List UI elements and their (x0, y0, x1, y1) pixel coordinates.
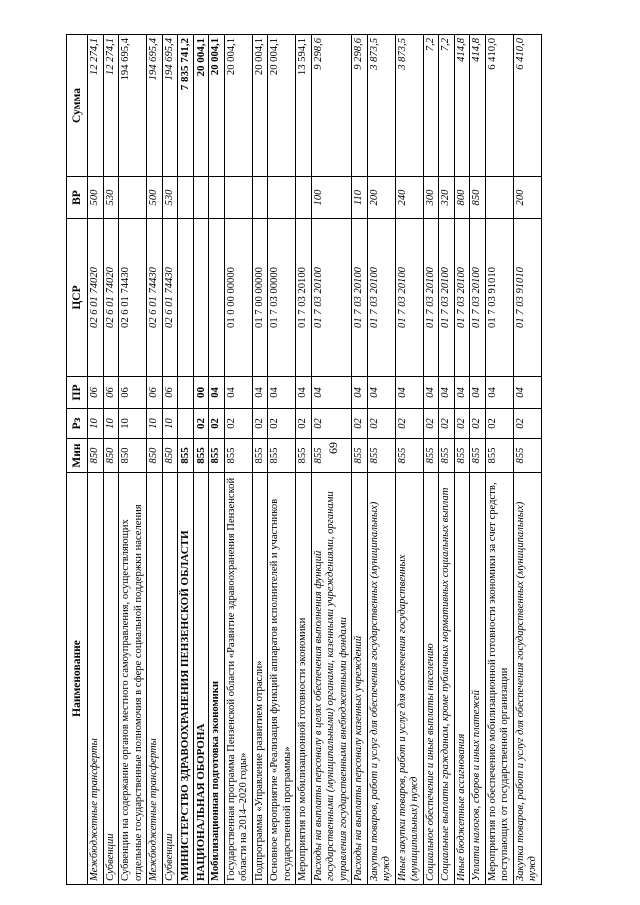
header-min: Мин (67, 439, 88, 473)
cell-csr: 01 7 03 00000 (268, 219, 296, 377)
cell-csr: 02 6 01 74430 (162, 219, 178, 377)
cell-sum: 7,2 (423, 35, 439, 177)
cell-sum: 7 835 741,2 (178, 35, 194, 177)
table-header-row (67, 35, 88, 885)
header-csr: ЦСР (67, 219, 88, 377)
cell-name: Закупка товаров, работ и услуг для обеспечения государственных (муниципальных) нужд (513, 473, 541, 885)
cell-pr: 04 (352, 377, 368, 409)
cell-pr: 04 (296, 377, 312, 409)
cell-rz: 02 (367, 409, 395, 439)
cell-pr (178, 377, 194, 409)
cell-csr: 01 7 00 00000 (252, 219, 268, 377)
cell-vr: 530 (103, 177, 119, 219)
cell-pr: 04 (395, 377, 423, 409)
cell-name: Межбюджетные трансферты (147, 473, 163, 885)
cell-rz: 02 (224, 409, 252, 439)
cell-name: Мобилизационная подготовка экономики (209, 473, 225, 885)
cell-pr: 06 (88, 377, 104, 409)
cell-rz: 02 (311, 409, 352, 439)
cell-pr: 04 (423, 377, 439, 409)
cell-min: 850 (103, 439, 119, 473)
cell-min: 855 (439, 439, 455, 473)
cell-csr: 01 7 03 91010 (485, 219, 513, 377)
table-row (485, 35, 513, 885)
cell-name: Закупка товаров, работ и услуг для обеспечения государственных (муниципальных) нужд (367, 473, 395, 885)
header-sum: Сумма (67, 35, 88, 177)
cell-csr: 01 7 03 20100 (439, 219, 455, 377)
cell-name: Субвенции на содержание органов местного самоуправления, осуществляющих отдельные государственные полномочия в сфере социальной поддержки населения (119, 473, 147, 885)
table-row (224, 35, 252, 885)
cell-rz: 02 (513, 409, 541, 439)
cell-min: 855 (423, 439, 439, 473)
cell-name: Субвенции (162, 473, 178, 885)
cell-csr: 01 7 03 20100 (470, 219, 486, 377)
cell-sum: 7,2 (439, 35, 455, 177)
cell-rz: 02 (470, 409, 486, 439)
cell-pr: 04 (454, 377, 470, 409)
cell-name: Основное мероприятие «Реализация функций аппаратов исполнителей и участников государственной программы» (268, 473, 296, 885)
cell-csr: 01 7 03 20100 (352, 219, 368, 377)
cell-csr: 02 6 01 74020 (88, 219, 104, 377)
cell-min: 855 (193, 439, 209, 473)
table-row (162, 35, 178, 885)
page-number: 69 (326, 442, 340, 454)
cell-pr: 04 (485, 377, 513, 409)
table-row (178, 35, 194, 885)
cell-vr (268, 177, 296, 219)
cell-sum: 12 274,1 (88, 35, 104, 177)
cell-rz: 10 (103, 409, 119, 439)
table-row (423, 35, 439, 885)
cell-sum: 414,8 (454, 35, 470, 177)
cell-min: 855 (485, 439, 513, 473)
cell-pr: 04 (367, 377, 395, 409)
cell-vr (224, 177, 252, 219)
cell-min: 855 (395, 439, 423, 473)
cell-rz: 02 (209, 409, 225, 439)
cell-csr: 01 0 00 00000 (224, 219, 252, 377)
cell-vr: 110 (352, 177, 368, 219)
cell-vr: 800 (454, 177, 470, 219)
cell-rz: 10 (88, 409, 104, 439)
cell-csr: 02 6 01 74430 (147, 219, 163, 377)
table-row (209, 35, 225, 885)
cell-csr (178, 219, 194, 377)
header-name: Наименование (67, 473, 88, 885)
cell-name: Расходы на выплаты персоналу в целях обеспечения выполнения функций государственными (муниципальными) органами, казенными учреждениями, органами управления государственными внебюджетными фондами (311, 473, 352, 885)
cell-name: Межбюджетные трансферты (88, 473, 104, 885)
cell-sum: 9 298,6 (352, 35, 368, 177)
cell-min: 855 (224, 439, 252, 473)
cell-sum: 194 695,4 (119, 35, 147, 177)
cell-vr (296, 177, 312, 219)
table-row (311, 35, 352, 885)
cell-sum: 6 410,0 (513, 35, 541, 177)
cell-min: 850 (147, 439, 163, 473)
table-row (395, 35, 423, 885)
cell-min: 855 (252, 439, 268, 473)
cell-pr: 04 (224, 377, 252, 409)
budget-table (66, 34, 542, 885)
cell-csr: 02 6 01 74020 (103, 219, 119, 377)
cell-sum: 12 274,1 (103, 35, 119, 177)
cell-rz: 02 (268, 409, 296, 439)
cell-vr: 240 (395, 177, 423, 219)
cell-csr: 01 7 03 91010 (513, 219, 541, 377)
cell-pr: 04 (252, 377, 268, 409)
cell-name: Социальные выплаты гражданам, кроме публичных нормативных социальных выплат (439, 473, 455, 885)
header-pr: ПР (67, 377, 88, 409)
cell-rz: 02 (439, 409, 455, 439)
cell-sum: 194 695,4 (147, 35, 163, 177)
cell-pr: 04 (470, 377, 486, 409)
cell-rz: 02 (352, 409, 368, 439)
cell-vr (485, 177, 513, 219)
cell-pr: 04 (268, 377, 296, 409)
table-row (268, 35, 296, 885)
cell-vr (193, 177, 209, 219)
cell-name: Мероприятия по мобилизационной готовности экономики (296, 473, 312, 885)
cell-csr: 01 7 03 20100 (395, 219, 423, 377)
cell-csr: 01 7 03 20100 (296, 219, 312, 377)
cell-sum: 20 004,1 (268, 35, 296, 177)
cell-sum: 13 594,1 (296, 35, 312, 177)
cell-rz: 02 (252, 409, 268, 439)
table-row (454, 35, 470, 885)
cell-vr: 200 (367, 177, 395, 219)
cell-rz: 02 (454, 409, 470, 439)
table-row (103, 35, 119, 885)
cell-min: 855 (513, 439, 541, 473)
cell-name: Уплата налогов, сборов и иных платежей (470, 473, 486, 885)
cell-min: 855 (178, 439, 194, 473)
cell-rz: 10 (119, 409, 147, 439)
cell-sum: 414,8 (470, 35, 486, 177)
rotated-table-container (66, 35, 596, 885)
table-row (296, 35, 312, 885)
table-row (513, 35, 541, 885)
cell-min: 855 (209, 439, 225, 473)
cell-vr: 500 (147, 177, 163, 219)
table-row (470, 35, 486, 885)
table-row (119, 35, 147, 885)
cell-vr: 850 (470, 177, 486, 219)
cell-sum: 6 410,0 (485, 35, 513, 177)
cell-csr: 01 7 03 20100 (367, 219, 395, 377)
cell-vr: 300 (423, 177, 439, 219)
cell-csr: 01 7 03 20100 (454, 219, 470, 377)
cell-pr: 04 (311, 377, 352, 409)
cell-min: 855 (470, 439, 486, 473)
cell-rz: 10 (147, 409, 163, 439)
table-row (367, 35, 395, 885)
cell-name: МИНИСТЕРСТВО ЗДРАВООХРАНЕНИЯ ПЕНЗЕНСКОЙ ОБЛАСТИ (178, 473, 194, 885)
header-rz: Рз (67, 409, 88, 439)
cell-vr: 200 (513, 177, 541, 219)
cell-csr (209, 219, 225, 377)
cell-vr (252, 177, 268, 219)
cell-csr (193, 219, 209, 377)
cell-name: Субвенции (103, 473, 119, 885)
header-vr: ВР (67, 177, 88, 219)
cell-min: 850 (88, 439, 104, 473)
cell-vr (209, 177, 225, 219)
cell-min: 850 (119, 439, 147, 473)
table-row (193, 35, 209, 885)
cell-vr: 530 (162, 177, 178, 219)
cell-pr: 06 (147, 377, 163, 409)
cell-name: Социальное обеспечение и иные выплаты населению (423, 473, 439, 885)
cell-name: Мероприятия по обеспечению мобилизационной готовности экономики за счет средств, поступающих от государственной организации (485, 473, 513, 885)
cell-vr: 100 (311, 177, 352, 219)
cell-sum: 20 004,1 (252, 35, 268, 177)
cell-min: 855 (454, 439, 470, 473)
cell-sum: 20 004,1 (209, 35, 225, 177)
cell-pr: 06 (103, 377, 119, 409)
cell-pr: 04 (513, 377, 541, 409)
cell-sum: 3 873,5 (367, 35, 395, 177)
cell-csr: 01 7 03 20100 (423, 219, 439, 377)
cell-min: 855 (268, 439, 296, 473)
cell-min: 855 (296, 439, 312, 473)
cell-vr: 500 (88, 177, 104, 219)
table-row (352, 35, 368, 885)
cell-sum: 20 004,1 (224, 35, 252, 177)
cell-pr: 04 (439, 377, 455, 409)
cell-name: НАЦИОНАЛЬНАЯ ОБОРОНА (193, 473, 209, 885)
cell-vr (119, 177, 147, 219)
cell-rz: 10 (162, 409, 178, 439)
table-row (147, 35, 163, 885)
cell-min: 850 (162, 439, 178, 473)
cell-rz: 02 (296, 409, 312, 439)
cell-name: Иные бюджетные ассигнования (454, 473, 470, 885)
table-row (252, 35, 268, 885)
cell-pr: 06 (162, 377, 178, 409)
cell-rz: 02 (193, 409, 209, 439)
cell-name: Подпрограмма «Управление развитием отрасли» (252, 473, 268, 885)
cell-csr: 01 7 03 20100 (311, 219, 352, 377)
cell-sum: 3 873,5 (395, 35, 423, 177)
cell-rz (178, 409, 194, 439)
cell-vr: 320 (439, 177, 455, 219)
cell-name: Иные закупки товаров, работ и услуг для обеспечения государственных (муниципальных) нужд (395, 473, 423, 885)
cell-rz: 02 (485, 409, 513, 439)
cell-name: Государственная программа Пензенской области «Развитие здравоохранения Пензенской области на 2014–2020 годы» (224, 473, 252, 885)
cell-vr (178, 177, 194, 219)
cell-min: 855 (367, 439, 395, 473)
cell-pr: 04 (209, 377, 225, 409)
cell-min: 855 (352, 439, 368, 473)
cell-pr: 00 (193, 377, 209, 409)
table-body (88, 35, 542, 885)
cell-rz: 02 (395, 409, 423, 439)
cell-rz: 02 (423, 409, 439, 439)
cell-sum: 20 004,1 (193, 35, 209, 177)
cell-csr: 02 6 01 74430 (119, 219, 147, 377)
cell-sum: 194 695,4 (162, 35, 178, 177)
cell-pr: 06 (119, 377, 147, 409)
table-row (88, 35, 104, 885)
cell-min: 855 (311, 439, 352, 473)
table-row (439, 35, 455, 885)
cell-name: Расходы на выплаты персоналу казенных учреждений (352, 473, 368, 885)
cell-sum: 9 298,6 (311, 35, 352, 177)
